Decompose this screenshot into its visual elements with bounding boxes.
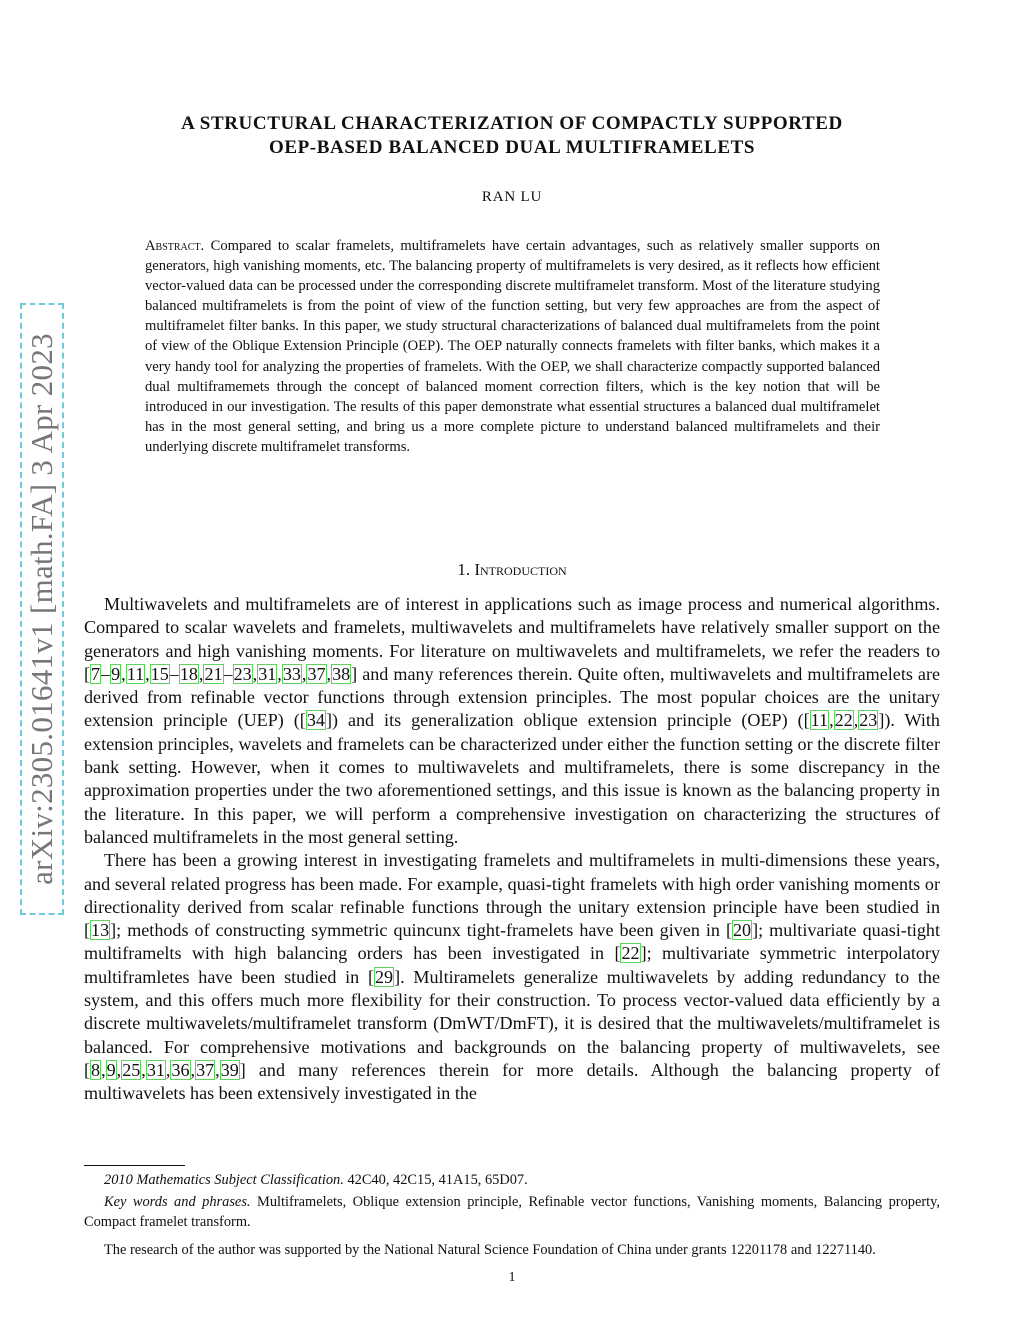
citation-separator: ,	[190, 1059, 196, 1080]
citation-separator: ,	[198, 663, 204, 684]
title-line-2: OEP-BASED BALANCED DUAL MULTIFRAMELETS	[268, 137, 756, 158]
citation-separator: ,	[326, 663, 332, 684]
citation-link[interactable]: 11	[810, 710, 829, 731]
citation-separator: ,	[145, 663, 150, 684]
msc-label: 2010 Mathematics Subject Classification.	[104, 1172, 344, 1188]
intro-p1-text-4: ]). With extension principles, wavelets and framelets can be characterized under either the function setting or the discrete filter bank setting. However, when it comes to multiwavelets and multiframelets, there is some discrepancy in the approximation properties under the two aforementioned settings, and this issue is known as the balancing property in the literature. In this paper, we will perform a comprehensive investigation on characterizing the structures of balanced multiframelets in the most general setting.	[84, 710, 940, 847]
citation-separator: ,	[141, 1059, 146, 1080]
citation-link[interactable]: 22	[834, 710, 853, 731]
citation-separator: ,	[252, 663, 258, 684]
citation-separator: ,	[116, 1059, 122, 1080]
abstract-label: Abstract.	[145, 238, 205, 254]
citation-group: [7–9,11,15–18,21–23,31,33,37,38]	[84, 663, 358, 684]
citation-separator: –	[223, 663, 233, 684]
citation-separator: –	[169, 663, 179, 684]
citation-link[interactable]: 38	[332, 663, 351, 684]
citation-link[interactable]: 23	[233, 663, 252, 684]
section-heading	[84, 560, 940, 580]
introduction-body	[84, 593, 940, 1106]
citation-link[interactable]: 36	[171, 1059, 190, 1080]
keywords-label: Key words and phrases.	[104, 1194, 251, 1210]
section-number: 1.	[457, 560, 471, 579]
citation-separator: ,	[301, 663, 307, 684]
citation-separator: ,	[101, 1059, 106, 1080]
citation-link[interactable]: 7	[91, 663, 101, 684]
citation-link[interactable]: 22	[621, 943, 640, 964]
citation-link[interactable]: 9	[106, 1059, 116, 1080]
citation-link[interactable]: 11	[126, 663, 145, 684]
author-name: RAN LU	[481, 189, 543, 205]
citation-link[interactable]: 33	[282, 663, 301, 684]
citation-link[interactable]: 25	[122, 1059, 141, 1080]
footnote-msc	[84, 1170, 940, 1190]
intro-p2-text-5: . Multiramelets generalize multiwavelets by adding redundancy to the system, and this offers much more flexibility for their construction. To process vector-valued data efficiently by a discrete multiwavelets/multiframelet transform (DmWT/DmFT), it is desired that the multiwavelets/multiframelet is balanced. For comprehensive motivations and backgrounds on the balancing property of multiwavelets, see	[84, 966, 940, 1057]
citation-separator: ,	[165, 1059, 171, 1080]
citation-link[interactable]: 37	[196, 1059, 215, 1080]
footnote-funding: The research of the author was supported by the National Natural Science Foundation of China under grants 12201178 and 12271140.	[104, 1242, 876, 1258]
citation-link[interactable]: 31	[258, 663, 277, 684]
intro-p2-text-1: There has been a growing interest in investigating framelets and multiframelets in multi-dimensions these years, and several related progress has been made. For example, quasi-tight framelets with high order vanishing moments or directionality derived from scalar refinable functions through the unitary extension principle have been studied in	[84, 850, 940, 917]
footnote-keywords	[84, 1192, 940, 1232]
footnote-rule	[84, 1165, 185, 1166]
paper-title	[84, 112, 940, 160]
citation-separator: ,	[829, 710, 834, 731]
citation-list	[810, 710, 879, 730]
msc-value: 42C40, 42C15, 41A15, 65D07.	[347, 1172, 528, 1188]
citation-link[interactable]: 39	[220, 1059, 239, 1080]
intro-p1-text-3: ]) and its generalization oblique extension principle (OEP) ([	[325, 710, 810, 731]
footnotes	[84, 1170, 940, 1260]
page-number: 1	[508, 1270, 516, 1285]
citation-link[interactable]: 8	[91, 1059, 101, 1080]
intro-paragraph-2: There has been a growing interest in investigating framelets and multiframelets in multi-dimensions these years, and several related progress has been made. For example, quasi-tight framelets with high order vanishing moments or directionality derived from scalar refinable functions through the unitary extension principle have been studied in [13]; methods of constructing symmetric quincunx tight-framelets have been given in [20]; multivariate quasi-tight multiframelts with high balancing orders has been investigated in [22]; multivariate symmetric interpolatory multiframletes have been studied in [29]. Multiramelets generalize multiwavelets by adding redundancy to the system, and this offers much more flexibility for their construction. To process vector-valued data efficiently by a discrete multiwavelets/multiframelet transform (DmWT/DmFT), it is desired that the multiwavelets/multiframelet is balanced. For comprehensive motivations and backgrounds on the balancing property of multiwavelets, see [8,9,25,31,36,37,39] and many references therein for more details. Although the balancing property of multiwavelets has been extensively investigated in the	[84, 850, 940, 1104]
intro-p2-text-2: ; methods of constructing symmetric quincunx tight-framelets have been given in	[116, 920, 726, 941]
title-line-1: A STRUCTURAL CHARACTERIZATION OF COMPACTLY SUPPORTED	[181, 113, 843, 134]
citation-link[interactable]: 34	[306, 710, 325, 731]
citation-link[interactable]: 21	[204, 663, 223, 684]
intro-p1-text-2: and many references therein. Quite often, multiwavelets and multiframelets are derived from refinable vector functions through extension principles. The most popular choices are the unitary extension principle (UEP) ([	[84, 663, 940, 731]
citation-link[interactable]: 13	[91, 920, 110, 941]
citation-separator: ,	[853, 710, 859, 731]
citation-separator: ,	[215, 1059, 220, 1080]
citation-link[interactable]: 9	[111, 663, 121, 684]
arxiv-identifier[interactable]: arXiv:2305.01641v1 [math.FA] 3 Apr 2023	[24, 333, 59, 885]
intro-paragraph-1	[84, 593, 940, 849]
citation-separator: –	[101, 663, 111, 684]
citation-link[interactable]: 31	[146, 1059, 165, 1080]
intro-p2-text-6: and many references therein for more details. Although the balancing property of multiwavelets has been extensively investigated in the	[84, 1059, 940, 1104]
section-title: Introduction	[474, 560, 567, 579]
citation-link[interactable]: 29	[375, 966, 394, 987]
citation-link[interactable]: 18	[179, 663, 198, 684]
intro-p1-text-1: Multiwavelets and multiframelets are of interest in applications such as image process and numerical algorithms. Compared to scalar wavelets and framelets, multiwavelets and multiframelets have relatively smaller support on the generators and high vanishing moments. For literature on multiwavelets and multiframelets, we refer the readers to	[84, 594, 940, 661]
intro-p2-text-3: ; multivariate quasi-tight multiframelts with high balancing orders has been investigated in	[84, 920, 940, 964]
intro-p2-text-4: ; multivariate symmetric interpolatory multiframletes have been studied in	[84, 943, 940, 987]
citation-link[interactable]: 23	[859, 710, 878, 731]
citation-separator: ,	[121, 663, 126, 684]
citation-separator: ,	[277, 663, 282, 684]
citation-list	[90, 664, 351, 684]
citation-link[interactable]: 37	[307, 663, 326, 684]
keywords-value: Multiframelets, Oblique extension principle, Refinable vector functions, Vanishing moments, Balancing property, Compact framelet transform.	[84, 1194, 940, 1230]
citation-link[interactable]: 20	[733, 920, 752, 941]
citation-link[interactable]: 15	[150, 663, 169, 684]
citation-list	[90, 1060, 240, 1080]
abstract-text: Compared to scalar framelets, multiframelets have certain advantages, such as relatively smaller supports on generators, high vanishing moments, etc. The balancing property of multiframelets is very desired, as it reflects how efficient vector-valued data can be processed under the corresponding discrete multiframelet transform. Most of the literature studying balanced multiframelets is from the point of view of the function setting, but very few approaches are from the aspect of multiframelet filter banks. In this paper, we study structural characterizations of balanced dual multiframelets from the point of view of the Oblique Extension Principle (OEP). The OEP naturally connects framelets with filter banks, which makes it a very handy tool for analyzing the properties of framelets. With the OEP, we shall characterize compactly supported balanced dual multiframemets through the concept of balanced moment correction filters, which is the key notion that will be introduced in our investigation. The results of this paper demonstrate what essential structures a balanced dual multiframelet has in the most general setting, and bring us a more complete picture to understand balanced multiframelets and their underlying discrete multiframelet transforms.	[145, 238, 880, 455]
abstract	[145, 236, 880, 457]
